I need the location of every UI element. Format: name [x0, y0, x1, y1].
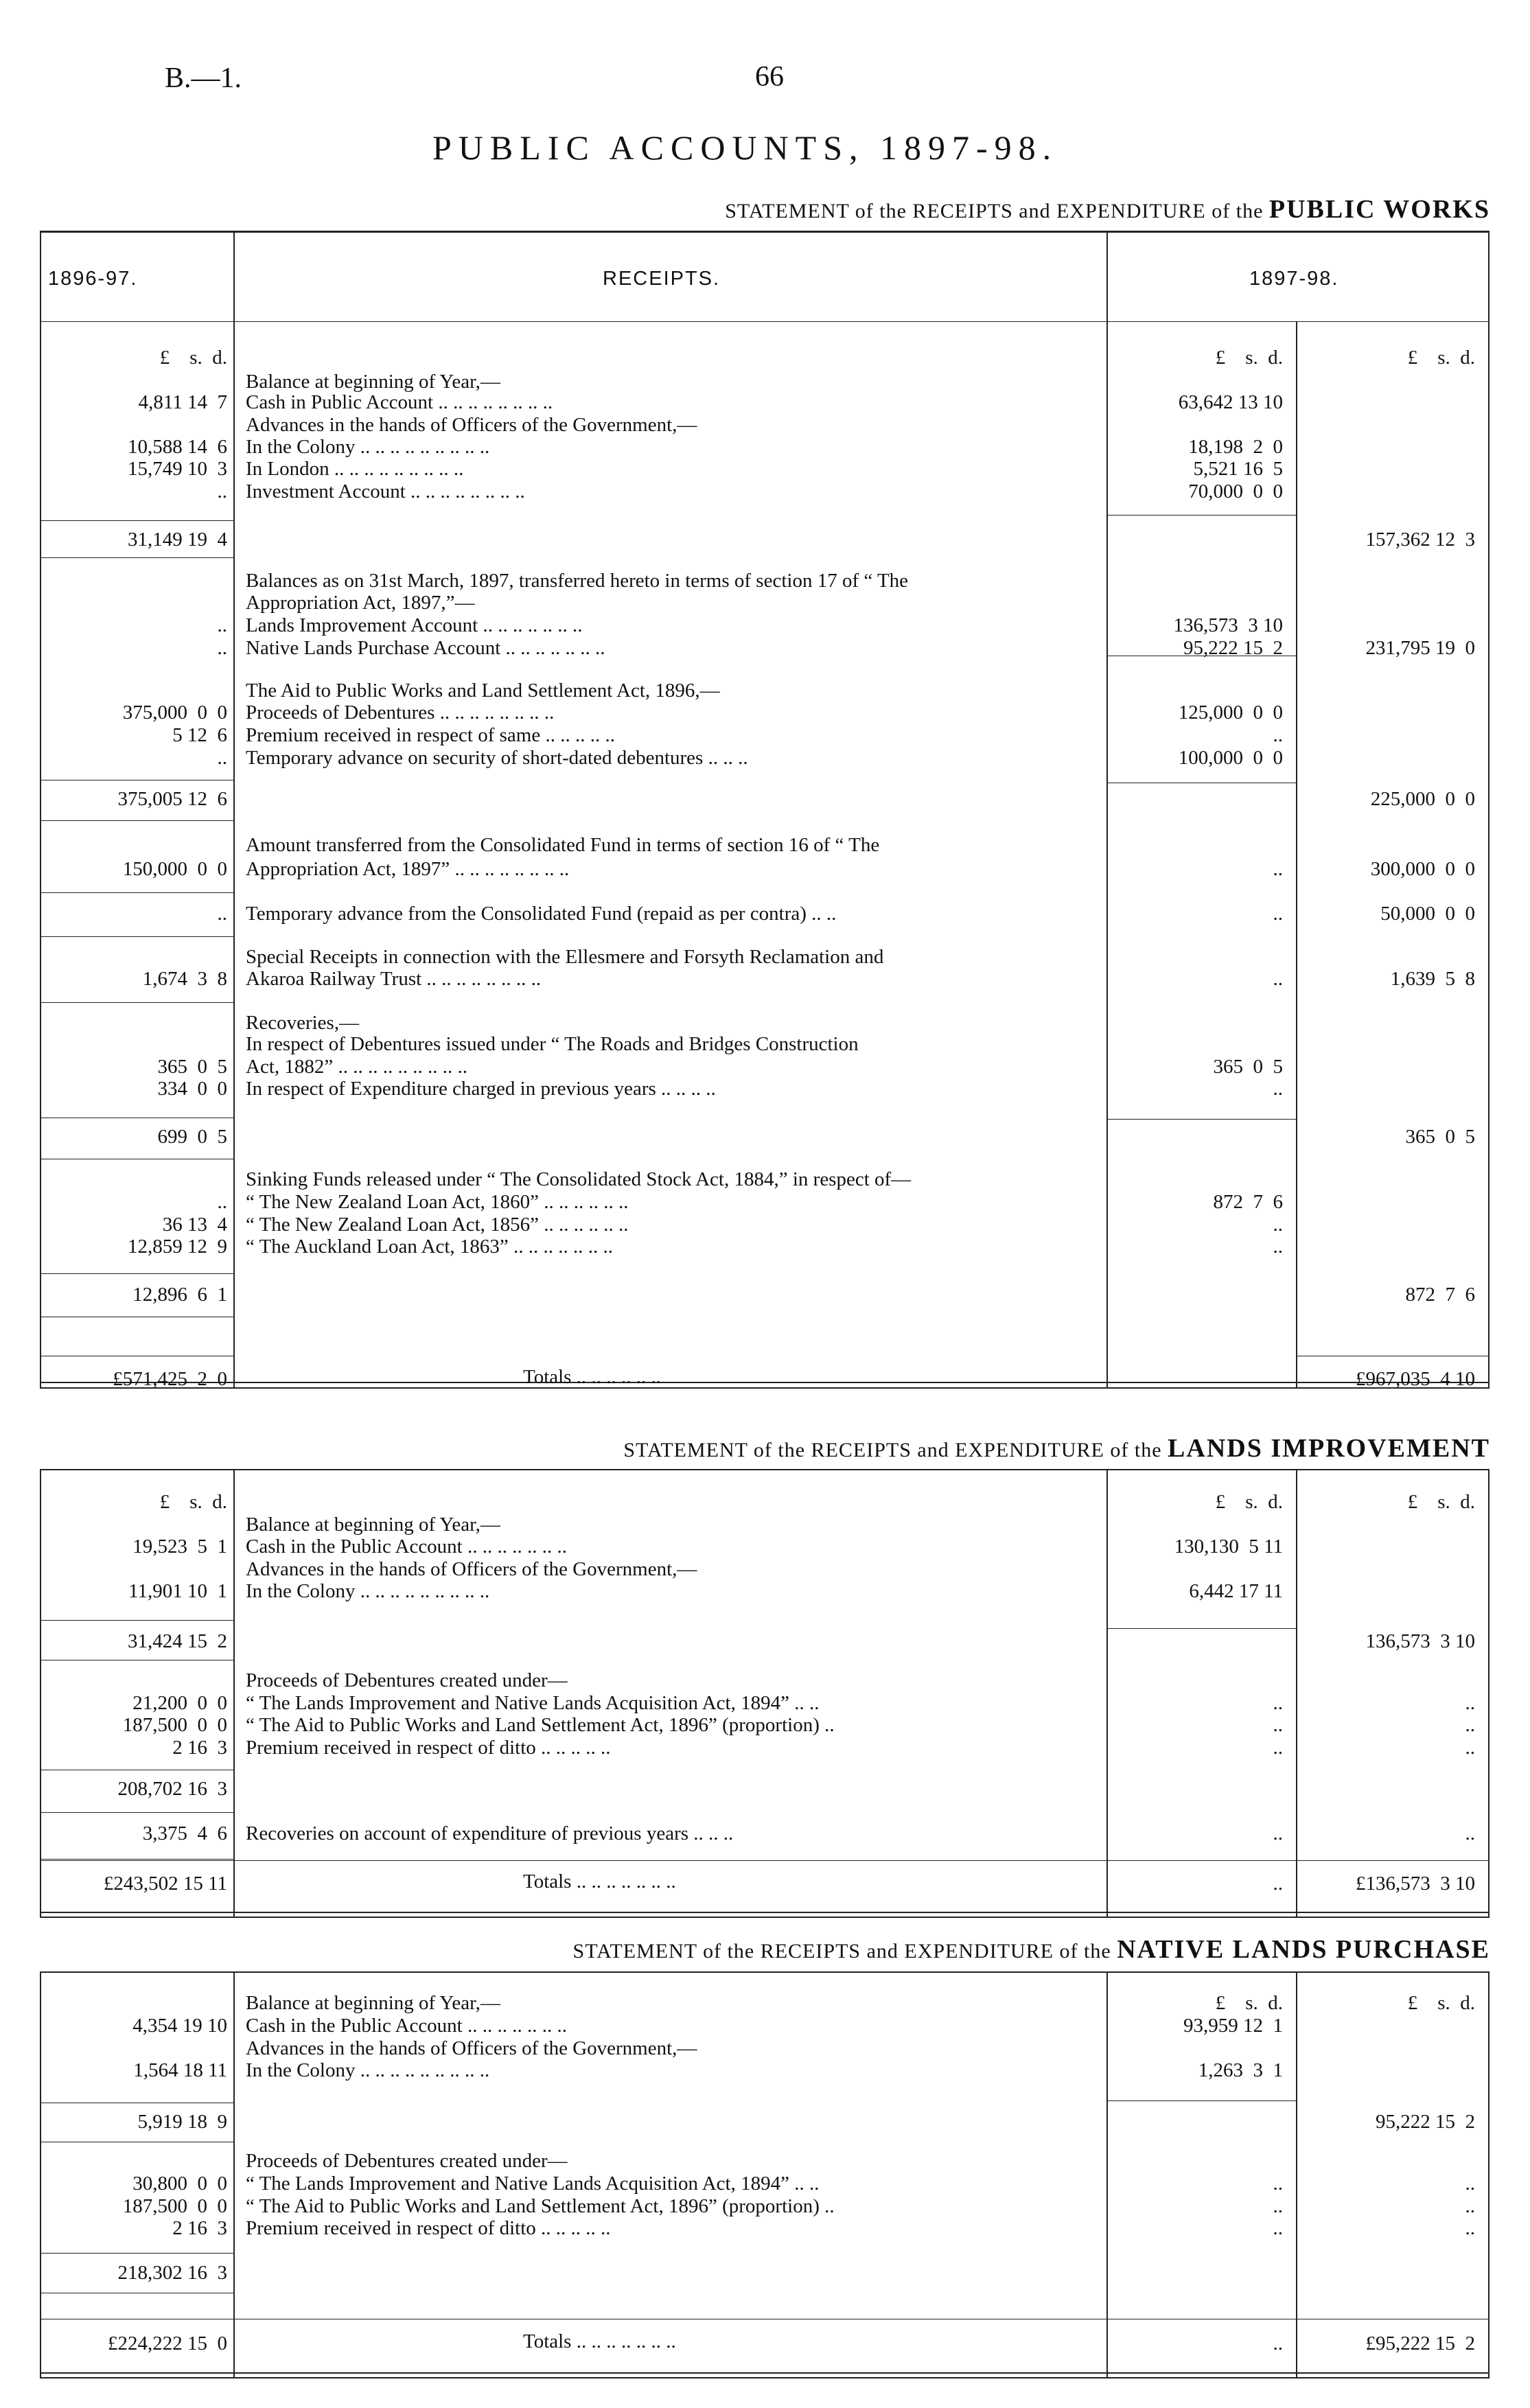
amount-1896-97: 5,919 18 9 — [137, 2111, 227, 2133]
document-code: B.—1. — [165, 62, 242, 94]
amount-1896-97: 187,500 0 0 — [122, 1714, 227, 1736]
receipt-description: Temporary advance from the Consolidated Fund (repaid as per contra) .. .. — [246, 903, 837, 925]
amount-1897-98: 300,000 0 0 — [1370, 858, 1475, 880]
amount-1896-97: 375,000 0 0 — [122, 702, 227, 723]
amount-1896-97: 208,702 16 3 — [117, 1778, 227, 1800]
amount-detail: .. — [1273, 858, 1283, 880]
amount-detail: 70,000 0 0 — [1188, 481, 1283, 502]
amount-detail: 95,222 15 2 — [1183, 637, 1283, 659]
receipt-description: Advances in the hands of Officers of the Government,— — [246, 1558, 697, 1580]
receipt-description: “ The Aid to Public Works and Land Settlement Act, 1896” (proportion) .. — [246, 2195, 835, 2217]
amount-detail: 18,198 2 0 — [1188, 436, 1283, 458]
amount-detail: 63,642 13 10 — [1178, 391, 1283, 413]
receipt-description: In the Colony .. .. .. .. .. .. .. .. .. — [246, 1580, 490, 1602]
amount-detail: 5,521 16 5 — [1193, 458, 1283, 480]
amount-1896-97: 4,811 14 7 — [138, 391, 227, 413]
receipt-description: Premium received in respect of same .. .. .. .. .. — [246, 724, 615, 746]
statement-prefix: STATEMENT of the RECEIPTS and EXPENDITURE of the — [623, 1439, 1162, 1461]
amount-detail: .. — [1273, 2195, 1283, 2217]
amount-detail: .. — [1273, 1078, 1283, 1100]
amount-1897-98: 872 7 6 — [1405, 1284, 1475, 1306]
amount-1896-97: .. — [217, 481, 227, 502]
amount-detail: .. — [1273, 1737, 1283, 1759]
amount-detail: .. — [1273, 1214, 1283, 1236]
amount-1896-97: .. — [217, 1191, 227, 1213]
amount-detail: .. — [1273, 1692, 1283, 1714]
statement-fund-name: PUBLIC WORKS — [1268, 195, 1490, 224]
amount-1897-98: .. — [1465, 1714, 1475, 1736]
amount-detail: .. — [1273, 2217, 1283, 2239]
amount-detail: 93,959 12 1 — [1183, 2015, 1283, 2037]
amount-1897-98: .. — [1465, 2195, 1475, 2217]
receipt-description: Cash in Public Account .. .. .. .. .. .. .. .. — [246, 391, 553, 413]
receipt-description: Recoveries,— — [246, 1012, 360, 1034]
amount-detail: 136,573 3 10 — [1173, 614, 1283, 636]
receipt-description: “ The New Zealand Loan Act, 1860” .. .. .. .. .. .. — [246, 1191, 629, 1213]
receipt-description: “ The Lands Improvement and Native Lands Acquisition Act, 1894” .. .. — [246, 1692, 820, 1714]
amount-1897-98: 225,000 0 0 — [1370, 788, 1475, 810]
amount-1896-97: 2 16 3 — [172, 2217, 227, 2239]
amount-1896-97: .. — [217, 747, 227, 769]
totals-1897-98: £967,035 4 10 — [1356, 1368, 1475, 1390]
unit-header-left: £ s. d. — [159, 347, 227, 369]
receipt-description: Sinking Funds released under “ The Consolidated Stock Act, 1884,” in respect of— — [246, 1168, 912, 1190]
receipt-description: Balance at beginning of Year,— — [246, 1992, 500, 2014]
amount-1897-98: 365 0 5 — [1405, 1126, 1475, 1148]
statement-heading-public-works — [725, 194, 1490, 224]
receipt-description: Lands Improvement Account .. .. .. .. .. .. .. — [246, 614, 583, 636]
totals-1897-98: £95,222 15 2 — [1365, 2332, 1475, 2354]
receipt-description: Act, 1882” .. .. .. .. .. .. .. .. .. — [246, 1056, 467, 1078]
amount-detail: .. — [1273, 1822, 1283, 1844]
receipt-description: Advances in the hands of Officers of the Government,— — [246, 414, 697, 436]
unit-header-mid: £ s. d. — [1215, 1491, 1283, 1513]
amount-1897-98: .. — [1465, 1692, 1475, 1714]
receipt-description: In respect of Expenditure charged in previous years .. .. .. .. — [246, 1078, 716, 1100]
amount-1897-98: .. — [1465, 2217, 1475, 2239]
amount-1896-97: 31,424 15 2 — [128, 1630, 227, 1652]
totals-mid: .. — [1273, 2332, 1283, 2354]
amount-1896-97: 218,302 16 3 — [117, 2262, 227, 2284]
amount-1896-97: 699 0 5 — [157, 1126, 227, 1148]
receipt-description: Native Lands Purchase Account .. .. .. .. .. .. .. — [246, 637, 605, 659]
receipt-description: Special Receipts in connection with the Ellesmere and Forsyth Reclamation and — [246, 946, 884, 968]
receipt-description: Appropriation Act, 1897” .. .. .. .. .. .. .. .. — [246, 858, 570, 880]
unit-header-right: £ s. d. — [1407, 1491, 1475, 1513]
amount-detail: 872 7 6 — [1213, 1191, 1283, 1213]
amount-1897-98: 50,000 0 0 — [1380, 903, 1475, 925]
unit-header-mid: £ s. d. — [1215, 347, 1283, 369]
amount-1897-98: .. — [1465, 1822, 1475, 1844]
totals-label: Totals .. .. .. .. .. .. .. — [523, 1871, 676, 1892]
amount-1896-97: 2 16 3 — [172, 1737, 227, 1759]
receipt-description: “ The Lands Improvement and Native Lands Acquisition Act, 1894” .. .. — [246, 2173, 820, 2195]
amount-detail: .. — [1273, 903, 1283, 925]
receipt-description: Advances in the hands of Officers of the Government,— — [246, 2037, 697, 2059]
amount-detail: 130,130 5 11 — [1174, 1536, 1283, 1558]
totals-1897-98: £136,573 3 10 — [1356, 1873, 1475, 1895]
amount-1896-97: 4,354 19 10 — [132, 2015, 227, 2037]
receipt-description: Balance at beginning of Year,— — [246, 1514, 500, 1536]
amount-1896-97: 375,005 12 6 — [117, 788, 227, 810]
amount-detail: 1,263 3 1 — [1198, 2059, 1283, 2081]
receipt-description: Temporary advance on security of short-dated debentures .. .. .. — [246, 747, 748, 769]
receipt-description: Amount transferred from the Consolidated Fund in terms of section 16 of “ The — [246, 834, 880, 856]
receipt-description: “ The New Zealand Loan Act, 1856” .. .. .. .. .. .. — [246, 1214, 629, 1236]
amount-detail: .. — [1273, 1236, 1283, 1258]
receipt-description: Proceeds of Debentures created under— — [246, 1669, 568, 1691]
receipt-description: Proceeds of Debentures created under— — [246, 2150, 568, 2172]
amount-1897-98: 95,222 15 2 — [1376, 2111, 1475, 2133]
receipt-description: Appropriation Act, 1897,”— — [246, 592, 475, 614]
amount-1896-97: 10,588 14 6 — [128, 436, 227, 458]
statement-fund-name: LANDS IMPROVEMENT — [1168, 1434, 1490, 1463]
statement-prefix: STATEMENT of the RECEIPTS and EXPENDITURE of the — [725, 200, 1264, 222]
receipt-description: Recoveries on account of expenditure of previous years .. .. .. — [246, 1822, 734, 1844]
amount-1897-98: 136,573 3 10 — [1365, 1630, 1475, 1652]
receipt-description: Proceeds of Debentures .. .. .. .. .. .. .. .. — [246, 702, 555, 723]
receipt-description: The Aid to Public Works and Land Settlement Act, 1896,— — [246, 680, 720, 702]
amount-1896-97: 15,749 10 3 — [128, 458, 227, 480]
totals-1896-97: £243,502 15 11 — [103, 1873, 227, 1895]
totals-1896-97: £571,425 2 0 — [113, 1368, 227, 1390]
amount-1896-97: 30,800 0 0 — [132, 2173, 227, 2195]
amount-1896-97: 5 12 6 — [172, 724, 227, 746]
amount-detail: 100,000 0 0 — [1178, 747, 1283, 769]
receipt-description: Cash in the Public Account .. .. .. .. .. .. .. — [246, 2015, 567, 2037]
totals-label: Totals .. .. .. .. .. .. — [523, 1366, 661, 1388]
amount-1897-98: 157,362 12 3 — [1365, 529, 1475, 551]
totals-mid: .. — [1273, 1873, 1283, 1895]
receipt-description: In the Colony .. .. .. .. .. .. .. .. .. — [246, 436, 490, 458]
amount-detail: .. — [1273, 968, 1283, 990]
receipt-description: In the Colony .. .. .. .. .. .. .. .. .. — [246, 2059, 490, 2081]
totals-label: Totals .. .. .. .. .. .. .. — [523, 2330, 676, 2352]
unit-header-mid: £ s. d. — [1215, 1992, 1283, 2014]
column-header-1896-97: 1896-97. — [48, 268, 138, 290]
amount-1897-98: 231,795 19 0 — [1365, 637, 1475, 659]
amount-1896-97: 365 0 5 — [157, 1056, 227, 1078]
amount-detail: .. — [1273, 724, 1283, 746]
receipt-description: Cash in the Public Account .. .. .. .. .. .. .. — [246, 1536, 567, 1558]
amount-detail: .. — [1273, 1714, 1283, 1736]
statement-heading-native-lands-purchase — [573, 1934, 1490, 1965]
amount-1896-97: .. — [217, 614, 227, 636]
statement-fund-name: NATIVE LANDS PURCHASE — [1117, 1935, 1490, 1964]
page-number: 66 — [755, 61, 784, 93]
amount-1896-97: 150,000 0 0 — [122, 858, 227, 880]
receipt-description: Premium received in respect of ditto .. .. .. .. .. — [246, 2217, 611, 2239]
amount-detail: 6,442 17 11 — [1189, 1580, 1283, 1602]
amount-1896-97: 187,500 0 0 — [122, 2195, 227, 2217]
page-title: PUBLIC ACCOUNTS, 1897-98. — [432, 128, 1058, 167]
amount-1897-98: .. — [1465, 2173, 1475, 2195]
receipt-description: In respect of Debentures issued under “ The Roads and Bridges Construction — [246, 1033, 859, 1055]
amount-1896-97: 3,375 4 6 — [142, 1822, 227, 1844]
unit-header-left: £ s. d. — [159, 1491, 227, 1513]
amount-detail: .. — [1273, 2173, 1283, 2195]
receipt-description: Akaroa Railway Trust .. .. .. .. .. .. .. .. — [246, 968, 542, 990]
totals-1896-97: £224,222 15 0 — [108, 2332, 227, 2354]
amount-1896-97: 36 13 4 — [162, 1214, 227, 1236]
receipt-description: “ The Aid to Public Works and Land Settlement Act, 1896” (proportion) .. — [246, 1714, 835, 1736]
amount-1896-97: 12,896 6 1 — [132, 1284, 227, 1306]
column-header-receipts: RECEIPTS. — [603, 268, 721, 290]
unit-header-right: £ s. d. — [1407, 1992, 1475, 2014]
receipt-description: Balances as on 31st March, 1897, transferred hereto in terms of section 17 of “ The — [246, 570, 909, 592]
receipt-description: Premium received in respect of ditto .. .. .. .. .. — [246, 1737, 611, 1759]
amount-detail: 365 0 5 — [1213, 1056, 1283, 1078]
column-header-1897-98: 1897-98. — [1249, 268, 1339, 290]
amount-1896-97: 11,901 10 1 — [128, 1580, 227, 1602]
amount-1896-97: .. — [217, 637, 227, 659]
unit-header-right: £ s. d. — [1407, 347, 1475, 369]
amount-1897-98: .. — [1465, 1737, 1475, 1759]
amount-detail: 125,000 0 0 — [1178, 702, 1283, 723]
receipt-description: Balance at beginning of Year,— — [246, 371, 500, 393]
amount-1896-97: 334 0 0 — [157, 1078, 227, 1100]
amount-1896-97: .. — [217, 903, 227, 925]
amount-1896-97: 19,523 5 1 — [132, 1536, 227, 1558]
statement-prefix: STATEMENT of the RECEIPTS and EXPENDITURE of the — [572, 1940, 1111, 1963]
amount-1896-97: 21,200 0 0 — [132, 1692, 227, 1714]
amount-1896-97: 12,859 12 9 — [128, 1236, 227, 1258]
amount-1896-97: 1,564 18 11 — [133, 2059, 227, 2081]
statement-heading-lands-improvement — [623, 1433, 1490, 1463]
receipt-description: In London .. .. .. .. .. .. .. .. .. — [246, 458, 464, 480]
receipt-description: “ The Auckland Loan Act, 1863” .. .. .. .. .. .. .. — [246, 1236, 614, 1258]
amount-1897-98: 1,639 5 8 — [1390, 968, 1475, 990]
amount-1896-97: 31,149 19 4 — [128, 529, 227, 551]
receipt-description: Investment Account .. .. .. .. .. .. .. .. — [246, 481, 525, 502]
amount-1896-97: 1,674 3 8 — [142, 968, 227, 990]
